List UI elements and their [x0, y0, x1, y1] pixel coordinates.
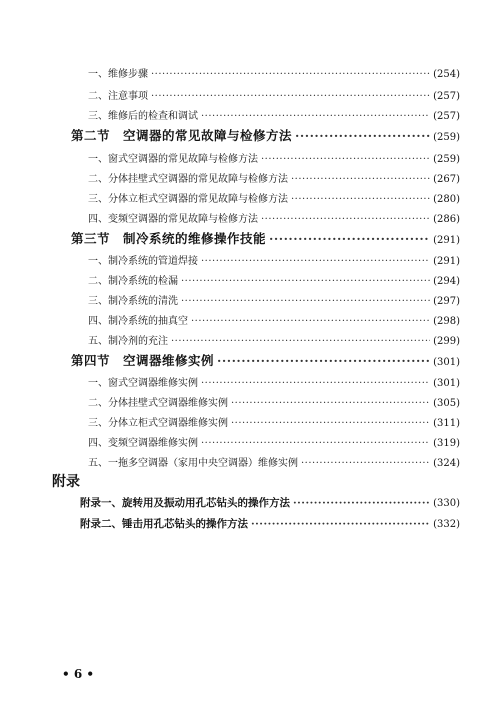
toc-entry-page: (259) [433, 154, 460, 165]
toc-entry-page: (319) [433, 438, 460, 449]
toc-section-heading[interactable] [71, 229, 460, 247]
leader-dots [201, 438, 430, 449]
leader-dots [269, 231, 430, 246]
toc-entry-page: (301) [433, 357, 460, 368]
toc-entry-title: 附录 [52, 474, 80, 490]
toc-entry-title: 四、制冷系统的抽真空 [88, 316, 188, 327]
toc-entry-title: 二、注意事项 [88, 91, 148, 102]
leader-dots [295, 128, 430, 143]
toc-entry-page: (305) [433, 398, 460, 409]
toc-entry-title: 一、窗式空调器的常见故障与检修方法 [88, 154, 258, 165]
toc-entry[interactable] [88, 65, 460, 80]
toc-section-heading[interactable] [71, 126, 460, 144]
toc-entry[interactable] [88, 210, 460, 225]
toc-entry-title: 附录二、锤击用孔芯钻头的操作方法 [80, 518, 248, 530]
toc-entry[interactable] [88, 374, 460, 389]
toc-entry[interactable] [88, 312, 460, 327]
leader-dots [251, 518, 430, 530]
toc-entry-title: 附录一、旋转用及振动用孔芯钻头的操作方法 [80, 497, 290, 509]
leader-dots [291, 174, 430, 185]
toc-entry[interactable] [88, 150, 460, 165]
toc-entry[interactable] [88, 272, 460, 287]
toc-entry[interactable] [88, 394, 460, 409]
leader-dots [151, 91, 430, 102]
toc-entry-title: 二、分体挂壁式空调器的常见故障与检修方法 [88, 174, 288, 185]
toc-entry[interactable] [88, 434, 460, 449]
toc-entry[interactable] [80, 516, 460, 531]
toc-entry-title: 第二节 空调器的常见故障与检修方法 [71, 128, 293, 143]
toc-entry-title: 二、制冷系统的检漏 [88, 276, 178, 287]
leader-dots [151, 69, 430, 80]
toc-entry-title: 第三节 制冷系统的维修操作技能 [71, 231, 267, 246]
toc-entry-title: 五、一拖多空调器（家用中央空调器）维修实例 [88, 458, 298, 469]
toc-entry-title: 三、分体立柜式空调器维修实例 [88, 418, 228, 429]
toc-appendix-heading[interactable] [52, 471, 80, 491]
toc-entry-title: 四、变频空调器的常见故障与检修方法 [88, 214, 258, 225]
leader-dots [171, 336, 430, 347]
toc-entry-page: (330) [433, 498, 460, 509]
toc-entry[interactable] [88, 190, 460, 205]
toc-entry-title: 二、分体挂壁式空调器维修实例 [88, 398, 228, 409]
toc-entry-page: (297) [433, 296, 460, 307]
toc-entry-page: (298) [433, 316, 460, 327]
page-number: • 6 • [62, 667, 95, 681]
toc-entry-title: 三、制冷系统的清洗 [88, 296, 178, 307]
toc-entry-page: (254) [433, 69, 460, 80]
toc-entry-title: 三、维修后的检查和调试 [88, 111, 198, 122]
toc-entry[interactable] [88, 292, 460, 307]
toc-entry-page: (324) [433, 458, 460, 469]
toc-entry-page: (301) [433, 378, 460, 389]
toc-entry-page: (299) [433, 336, 460, 347]
leader-dots [201, 256, 430, 267]
leader-dots [301, 458, 430, 469]
leader-dots [201, 378, 430, 389]
toc-section-heading[interactable] [71, 351, 460, 369]
toc-entry[interactable] [88, 252, 460, 267]
toc-entry[interactable] [88, 170, 460, 185]
leader-dots [261, 154, 430, 165]
toc-entry-page: (311) [433, 418, 460, 429]
leader-dots [181, 296, 430, 307]
toc-entry-title: 一、维修步骤 [88, 69, 148, 80]
toc-entry[interactable] [88, 87, 460, 102]
toc-entry-title: 五、制冷剂的充注 [88, 336, 168, 347]
toc-entry-title: 三、分体立柜式空调器的常见故障与检修方法 [88, 194, 288, 205]
toc-entry[interactable] [88, 332, 460, 347]
leader-dots [261, 214, 430, 225]
toc-entry-title: 四、变频空调器维修实例 [88, 438, 198, 449]
leader-dots [201, 111, 430, 122]
toc-entry-page: (291) [433, 256, 460, 267]
leader-dots [231, 418, 430, 429]
toc-entry[interactable] [88, 414, 460, 429]
toc-entry-page: (291) [433, 235, 460, 246]
toc-entry-title: 第四节 空调器维修实例 [71, 353, 215, 368]
leader-dots [291, 194, 430, 205]
leader-dots [217, 353, 430, 368]
toc-entry-title: 一、制冷系统的管道焊接 [88, 256, 198, 267]
toc-entry-title: 一、窗式空调器维修实例 [88, 378, 198, 389]
toc-entry-page: (294) [433, 276, 460, 287]
toc-entry-page: (267) [433, 174, 460, 185]
toc-entry-page: (257) [433, 111, 460, 122]
toc-entry[interactable] [88, 454, 460, 469]
toc-entry-page: (280) [433, 194, 460, 205]
toc-entry[interactable] [88, 107, 460, 122]
toc-entry-page: (286) [433, 214, 460, 225]
toc-entry-page: (259) [433, 132, 460, 143]
toc-entry-page: (257) [433, 91, 460, 102]
leader-dots [293, 497, 430, 509]
leader-dots [231, 398, 430, 409]
toc-entry-page: (332) [433, 519, 460, 530]
leader-dots [181, 276, 430, 287]
leader-dots [191, 316, 430, 327]
toc-entry[interactable] [80, 495, 460, 510]
